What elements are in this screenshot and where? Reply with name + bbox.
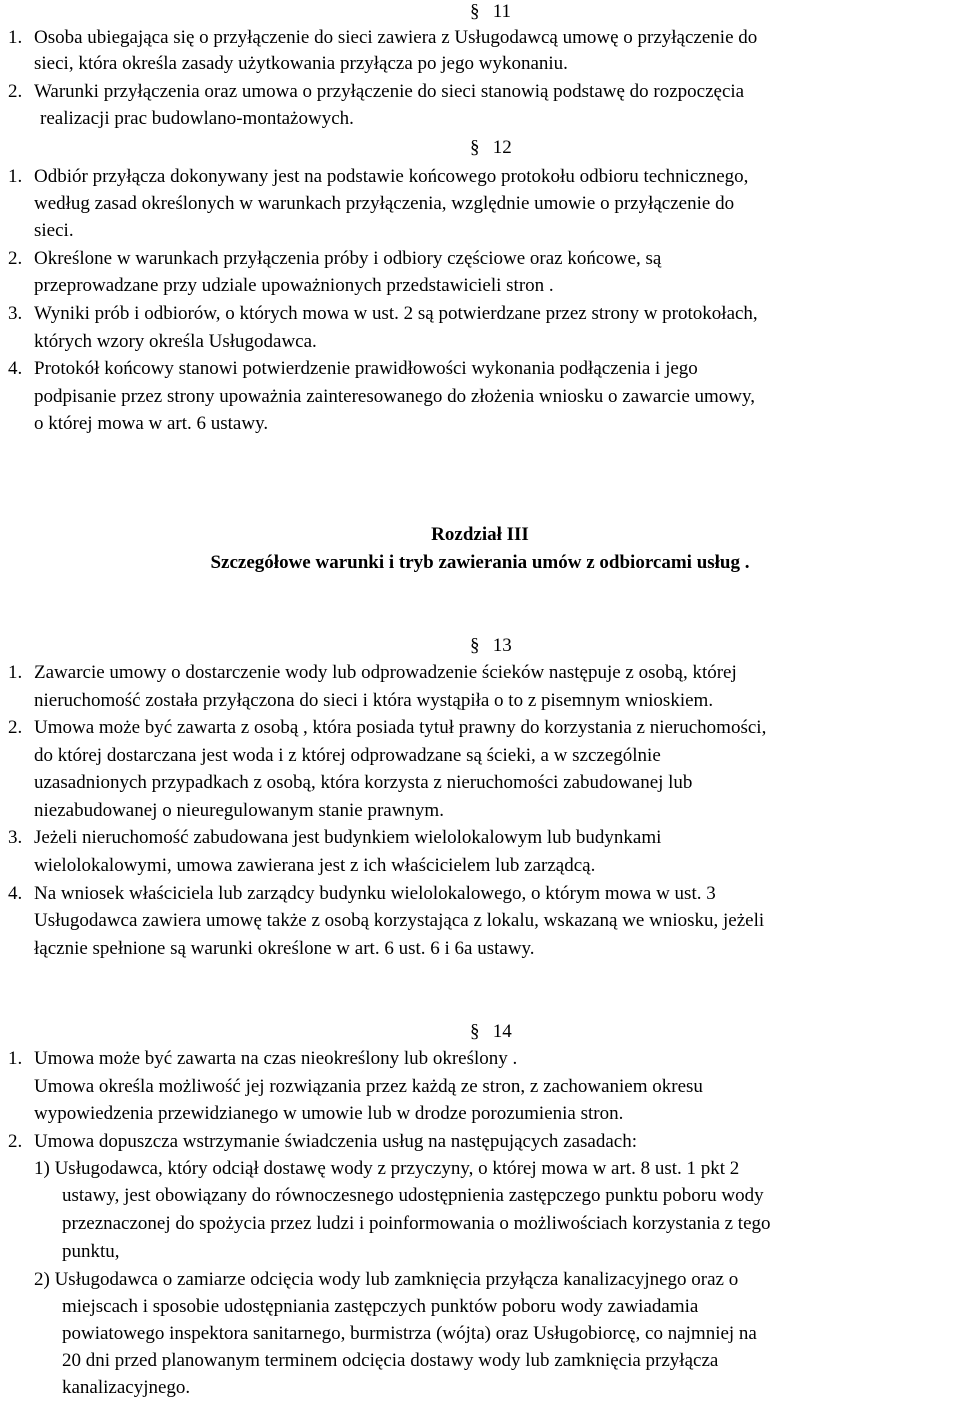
paragraph-line: których wzory określa Usługodawca. <box>34 331 317 352</box>
chapter-subtitle: Szczegółowe warunki i tryb zawierania umów z odbiorcami usług . <box>210 552 750 573</box>
paragraph-line: Określone w warunkach przyłączenia próby i odbiory częściowe oraz końcowe, są <box>34 248 662 269</box>
paragraph-line: Osoba ubiegająca się o przyłączenie do sieci zawiera z Usługodawcą umowę o przyłączenie do <box>34 27 758 48</box>
paragraph-line: niezabudowanej o nieuregulowanym stanie prawnym. <box>34 800 444 821</box>
paragraph-line: uzasadnionych przypadkach z osobą, która korzysta z nieruchomości zabudowanej lub <box>34 772 693 793</box>
list-item: 2) Usługodawca o zamiarze odcięcia wody lub zamknięcia przyłącza kanalizacyjnego oraz o <box>34 1269 739 1290</box>
item-number: 1. <box>8 27 23 48</box>
paragraph-line: przeprowadzane przy udziale upoważnionych przedstawicieli stron . <box>34 275 554 296</box>
paragraph-line: do której dostarczana jest woda i z której odprowadzane są ścieki, a w szczególnie <box>34 745 661 766</box>
section-heading-13 <box>470 633 512 659</box>
item-number: 4. <box>8 358 23 379</box>
section-heading-14 <box>470 1019 512 1045</box>
item-number: 2. <box>8 248 23 269</box>
paragraph-line: Protokół końcowy stanowi potwierdzenie prawidłowości wykonania podłączenia i jego <box>34 358 698 379</box>
list-item: 1) Usługodawca, który odciął dostawę wody z przyczyny, o której mowa w art. 8 ust. 1 pkt 2 <box>34 1158 740 1179</box>
list-item-line: ustawy, jest obowiązany do równoczesnego udostępnienia zastępczego punktu poboru wody <box>62 1185 764 1206</box>
section-sign: § <box>470 1021 480 1042</box>
paragraph-line: Umowa określa możliwość jej rozwiązania przez każdą ze stron, z zachowaniem okresu <box>34 1076 703 1097</box>
paragraph-line: łącznie spełnione są warunki określone w art. 6 ust. 6 i 6a ustawy. <box>34 938 535 959</box>
chapter-title: Rozdział III <box>431 524 529 545</box>
list-item-line: kanalizacyjnego. <box>62 1377 191 1398</box>
paragraph-line: Umowa dopuszcza wstrzymanie świadczenia usług na następujących zasadach: <box>34 1131 638 1152</box>
item-number: 2. <box>8 81 23 102</box>
item-number: 1. <box>8 662 23 683</box>
paragraph-line: Umowa może być zawarta na czas nieokreślony lub określony . <box>34 1048 518 1069</box>
paragraph-line: Na wniosek właściciela lub zarządcy budynku wielolokalowego, o którym mowa w ust. 3 <box>34 883 716 904</box>
item-number: 3. <box>8 827 23 848</box>
paragraph-line: wielolokalowymi, umowa zawierana jest z ich właścicielem lub zarządcą. <box>34 855 596 876</box>
list-item-line: miejscach i sposobie udostępniania zastępczych punktów poboru wody zawiadamia <box>62 1296 699 1317</box>
list-item-line: powiatowego inspektora sanitarnego, burmistrza (wójta) oraz Usługobiorcę, co najmniej na <box>62 1323 757 1344</box>
paragraph-line: Usługodawca zawiera umowę także z osobą korzystająca z lokalu, wskazaną we wniosku, jeżeli <box>34 910 765 931</box>
item-number: 3. <box>8 303 23 324</box>
paragraph-line: według zasad określonych w warunkach przyłączenia, względnie umowie o przyłączenie do <box>34 193 735 214</box>
item-number: 2. <box>8 1131 23 1152</box>
section-number: 11 <box>492 1 512 22</box>
paragraph-line: sieci. <box>34 220 74 241</box>
section-number: 12 <box>492 137 512 158</box>
paragraph-line: Odbiór przyłącza dokonywany jest na podstawie końcowego protokołu odbioru technicznego, <box>34 166 749 187</box>
item-number: 1. <box>8 166 23 187</box>
list-item-line: punktu, <box>62 1241 120 1262</box>
paragraph-line: Zawarcie umowy o dostarczenie wody lub odprowadzenie ścieków następuje z osobą, której <box>34 662 737 683</box>
paragraph-line: realizacji prac budowlano-montażowych. <box>40 108 354 129</box>
item-number: 4. <box>8 883 23 904</box>
paragraph-line: sieci, która określa zasady użytkowania przyłącza po jego wykonaniu. <box>34 53 568 74</box>
paragraph-line: Jeżeli nieruchomość zabudowana jest budynkiem wielolokalowym lub budynkami <box>34 827 662 848</box>
paragraph-line: podpisanie przez strony upoważnia zainteresowanego do złożenia wniosku o zawarcie umowy, <box>34 386 756 407</box>
paragraph-line: wypowiedzenia przewidzianego w umowie lub w drodze porozumienia stron. <box>34 1103 624 1124</box>
list-item-line: 20 dni przed planowanym terminem odcięcia dostawy wody lub zamknięcia przyłącza <box>62 1350 719 1371</box>
item-number: 1. <box>8 1048 23 1069</box>
section-heading-11 <box>470 0 511 25</box>
section-heading-12 <box>470 135 512 161</box>
paragraph-line: Warunki przyłączenia oraz umowa o przyłączenie do sieci stanowią podstawę do rozpoczęcia <box>34 81 745 102</box>
paragraph-line: o której mowa w art. 6 ustawy. <box>34 413 269 434</box>
section-sign: § <box>470 1 480 22</box>
paragraph-line: Umowa może być zawarta z osobą , która posiada tytuł prawny do korzystania z nieruchomości, <box>34 717 767 738</box>
section-sign: § <box>470 137 480 158</box>
list-item-line: przeznaczonej do spożycia przez ludzi i poinformowania o możliwościach korzystania z tego <box>62 1213 771 1234</box>
paragraph-line: nieruchomość została przyłączona do sieci i która wystąpiła o to z pisemnym wnioskiem. <box>34 690 714 711</box>
item-number: 2. <box>8 717 23 738</box>
section-sign: § <box>470 635 480 656</box>
paragraph-line: Wyniki prób i odbiorów, o których mowa w ust. 2 są potwierdzane przez strony w protokołach, <box>34 303 758 324</box>
section-number: 13 <box>492 635 512 656</box>
section-number: 14 <box>492 1021 512 1042</box>
